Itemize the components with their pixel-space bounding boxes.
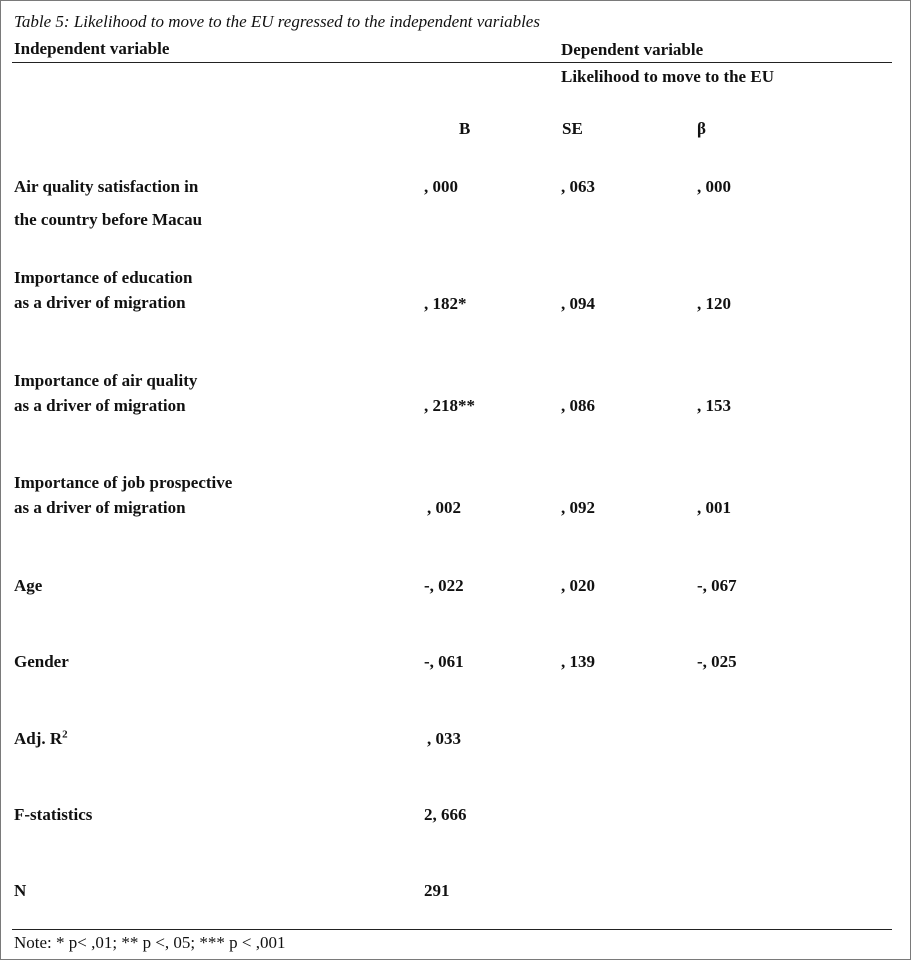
cell-beta: , 120 [697,294,731,313]
cell-b: -, 022 [424,576,464,595]
column-header-beta: β [697,119,706,138]
cell-b: , 218** [424,396,475,415]
row-label-line2: as a driver of migration [14,293,186,312]
independent-variable-header: Independent variable [14,39,170,58]
cell-se: , 020 [561,576,595,595]
row-label-line1: Importance of air quality [14,371,198,390]
cell-beta: , 001 [697,498,731,517]
row-label-gender: Gender [14,652,69,671]
cell-b: , 002 [427,498,461,517]
header-rule [12,62,892,63]
adj-r2-value: , 033 [427,729,461,748]
cell-b: -, 061 [424,652,464,671]
adj-r2-label: Adj. $R^2$ [14,728,68,748]
row-label-line1: Importance of education [14,268,193,287]
cell-beta: -, 025 [697,652,737,671]
row-label-line1: Air quality satisfaction in [14,177,199,196]
cell-beta: , 153 [697,396,731,415]
n-label: N [14,881,27,900]
row-label-line2: the country before Macau [14,210,203,229]
row-label-line2: as a driver of migration [14,396,186,415]
row-label-age: Age [14,576,43,595]
footer-rule [12,929,892,930]
f-statistics-value: 2, 666 [424,805,467,824]
adj-r2-superscript: 2 [62,728,68,741]
cell-se: , 063 [561,177,595,196]
row-label-line2: as a driver of migration [14,498,186,517]
cell-beta: -, 067 [697,576,737,595]
cell-b: , 000 [424,177,458,196]
cell-se: , 094 [561,294,595,313]
cell-se: , 092 [561,498,595,517]
dependent-variable-subheader: Likelihood to move to the EU [561,67,774,86]
table-caption: Table 5: Likelihood to move to the EU regressed to the independent variables [14,12,540,31]
column-header-b: B [459,119,471,138]
row-label-line1: Importance of job prospective [14,473,233,492]
f-statistics-label: F-statistics [14,805,93,824]
cell-se: , 139 [561,652,595,671]
cell-b: , 182* [424,294,467,313]
column-header-se: SE [562,119,583,138]
cell-beta: , 000 [697,177,731,196]
table-note: Note: * p< ,01; ** p <, 05; *** p < ,001 [14,933,286,952]
cell-se: , 086 [561,396,595,415]
n-value: 291 [424,881,450,900]
dependent-variable-header: Dependent variable [561,40,704,59]
